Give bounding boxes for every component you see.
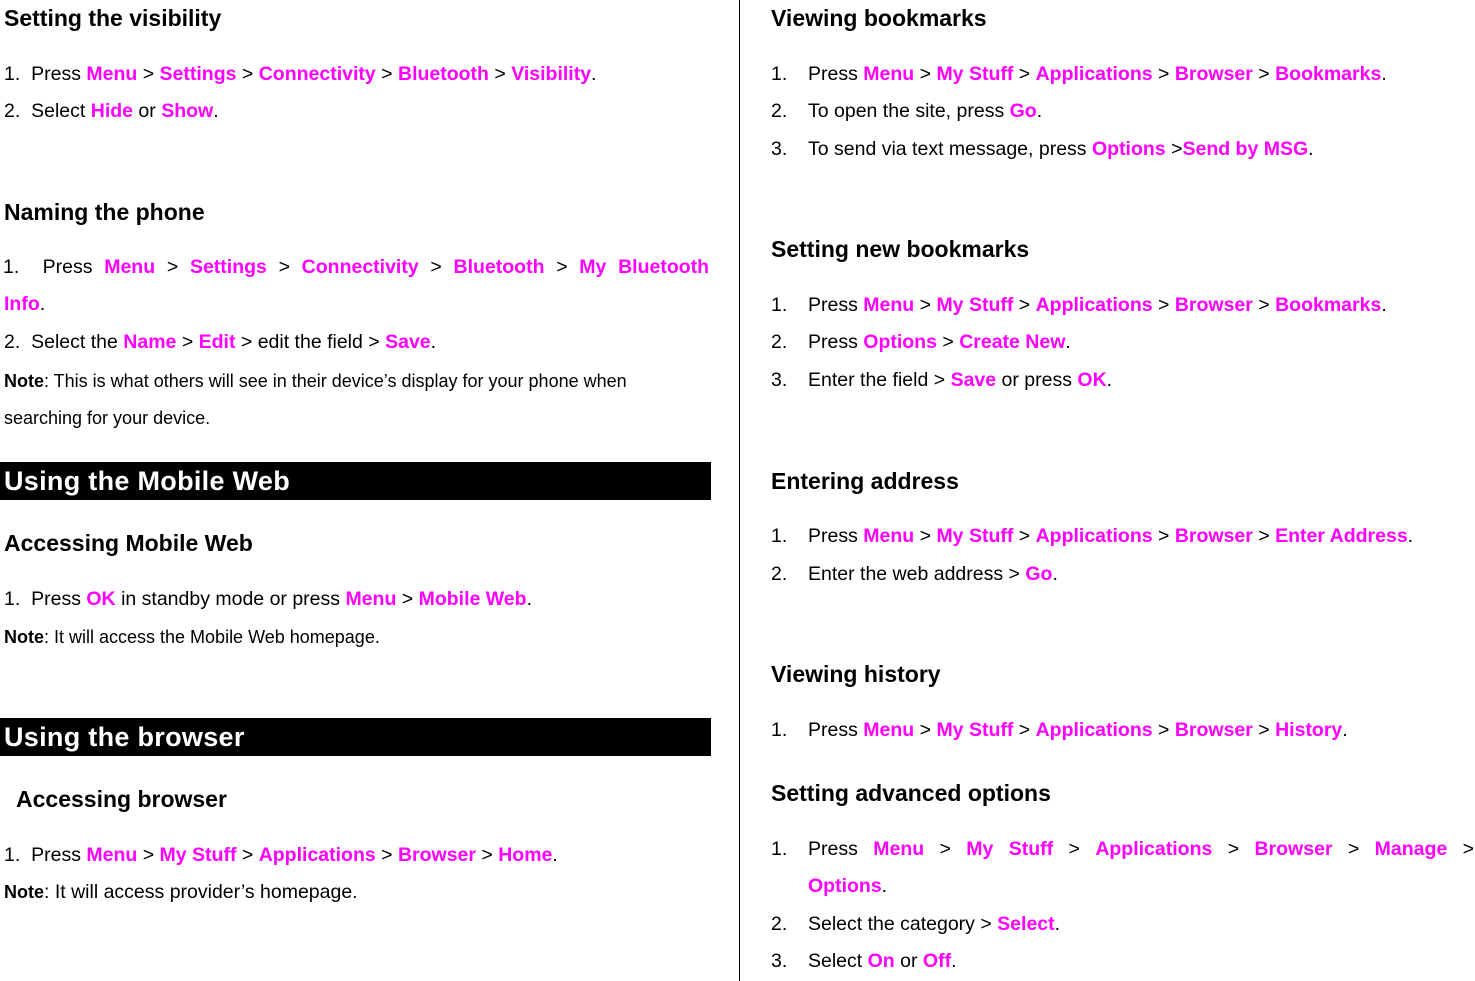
advanced-step-2: Select the category > Select. xyxy=(808,913,1061,935)
viewing-bookmarks-step-3: To send via text message, press Options >Send by MSG. xyxy=(808,138,1314,160)
nb-num-1: 1. xyxy=(771,294,788,316)
visibility-step-1: 1. Press Menu > Settings > Connectivity > Bluetooth > Visibility. xyxy=(4,63,597,85)
new-bookmarks-step-3: Enter the field > Save or press OK. xyxy=(808,369,1113,391)
heading-viewing-bookmarks: Viewing bookmarks xyxy=(771,5,987,31)
ao-num-3: 3. xyxy=(771,950,788,972)
viewing-bookmarks-step-1: Press Menu > My Stuff > Applications > Browser > Bookmarks. xyxy=(808,63,1387,85)
browser-note: Note: It will access provider’s homepage. xyxy=(4,881,358,903)
new-bookmarks-step-2: Press Options > Create New. xyxy=(808,331,1071,353)
vh-num-1: 1. xyxy=(771,719,788,741)
advanced-step-3: Select On or Off. xyxy=(808,950,957,972)
naming-step-1-line-1: 1. Press Menu > Settings > Connectivity > Bluetooth > My Bluetooth xyxy=(3,256,710,278)
new-bookmarks-step-1: Press Menu > My Stuff > Applications > Browser > Bookmarks. xyxy=(808,294,1387,316)
entering-address-step-2: Enter the web address > Go. xyxy=(808,563,1058,585)
ao-num-1: 1. xyxy=(771,838,788,860)
vb-num-2: 2. xyxy=(771,100,788,122)
mobile-web-step-1: 1. Press OK in standby mode or press Menu > Mobile Web. xyxy=(4,588,532,610)
entering-address-step-1: Press Menu > My Stuff > Applications > Browser > Enter Address. xyxy=(808,525,1414,547)
nb-num-2: 2. xyxy=(771,331,788,353)
ea-num-1: 1. xyxy=(771,525,788,547)
heading-advanced-options: Setting advanced options xyxy=(771,780,1051,806)
ea-num-2: 2. xyxy=(771,563,788,585)
column-divider xyxy=(739,0,740,981)
heading-accessing-browser: Accessing browser xyxy=(16,786,227,812)
naming-step-2: 2. Select the Name > Edit > edit the field > Save. xyxy=(4,331,437,353)
heading-entering-address: Entering address xyxy=(771,468,959,494)
heading-naming-phone: Naming the phone xyxy=(4,199,205,225)
viewing-bookmarks-step-2: To open the site, press Go. xyxy=(808,100,1043,122)
browser-step-1: 1. Press Menu > My Stuff > Applications > Browser > Home. xyxy=(4,844,558,866)
heading-setting-new-bookmarks: Setting new bookmarks xyxy=(771,236,1030,262)
section-bar-browser: Using the browser xyxy=(0,718,711,756)
advanced-step-1-line-1: Press Menu > My Stuff > Applications > Browser > Manage > xyxy=(808,838,1475,860)
heading-accessing-mobile-web: Accessing Mobile Web xyxy=(4,530,253,556)
ao-num-2: 2. xyxy=(771,913,788,935)
nb-num-3: 3. xyxy=(771,369,788,391)
naming-step-1-line-2: Info. xyxy=(4,293,46,315)
naming-note-line-1: Note: This is what others will see in their device’s display for your phone when xyxy=(4,371,627,391)
heading-viewing-history: Viewing history xyxy=(771,661,941,687)
section-bar-mobile-web: Using the Mobile Web xyxy=(0,462,711,500)
naming-note-line-2: searching for your device. xyxy=(4,408,211,428)
advanced-step-1-line-2: Options. xyxy=(808,875,888,897)
vb-num-3: 3. xyxy=(771,138,788,160)
mobile-web-note: Note: It will access the Mobile Web homepage. xyxy=(4,627,380,647)
vb-num-1: 1. xyxy=(771,63,788,85)
visibility-step-2: 2. Select Hide or Show. xyxy=(4,100,219,122)
heading-setting-visibility: Setting the visibility xyxy=(4,5,222,31)
viewing-history-step-1: Press Menu > My Stuff > Applications > Browser > History. xyxy=(808,719,1348,741)
